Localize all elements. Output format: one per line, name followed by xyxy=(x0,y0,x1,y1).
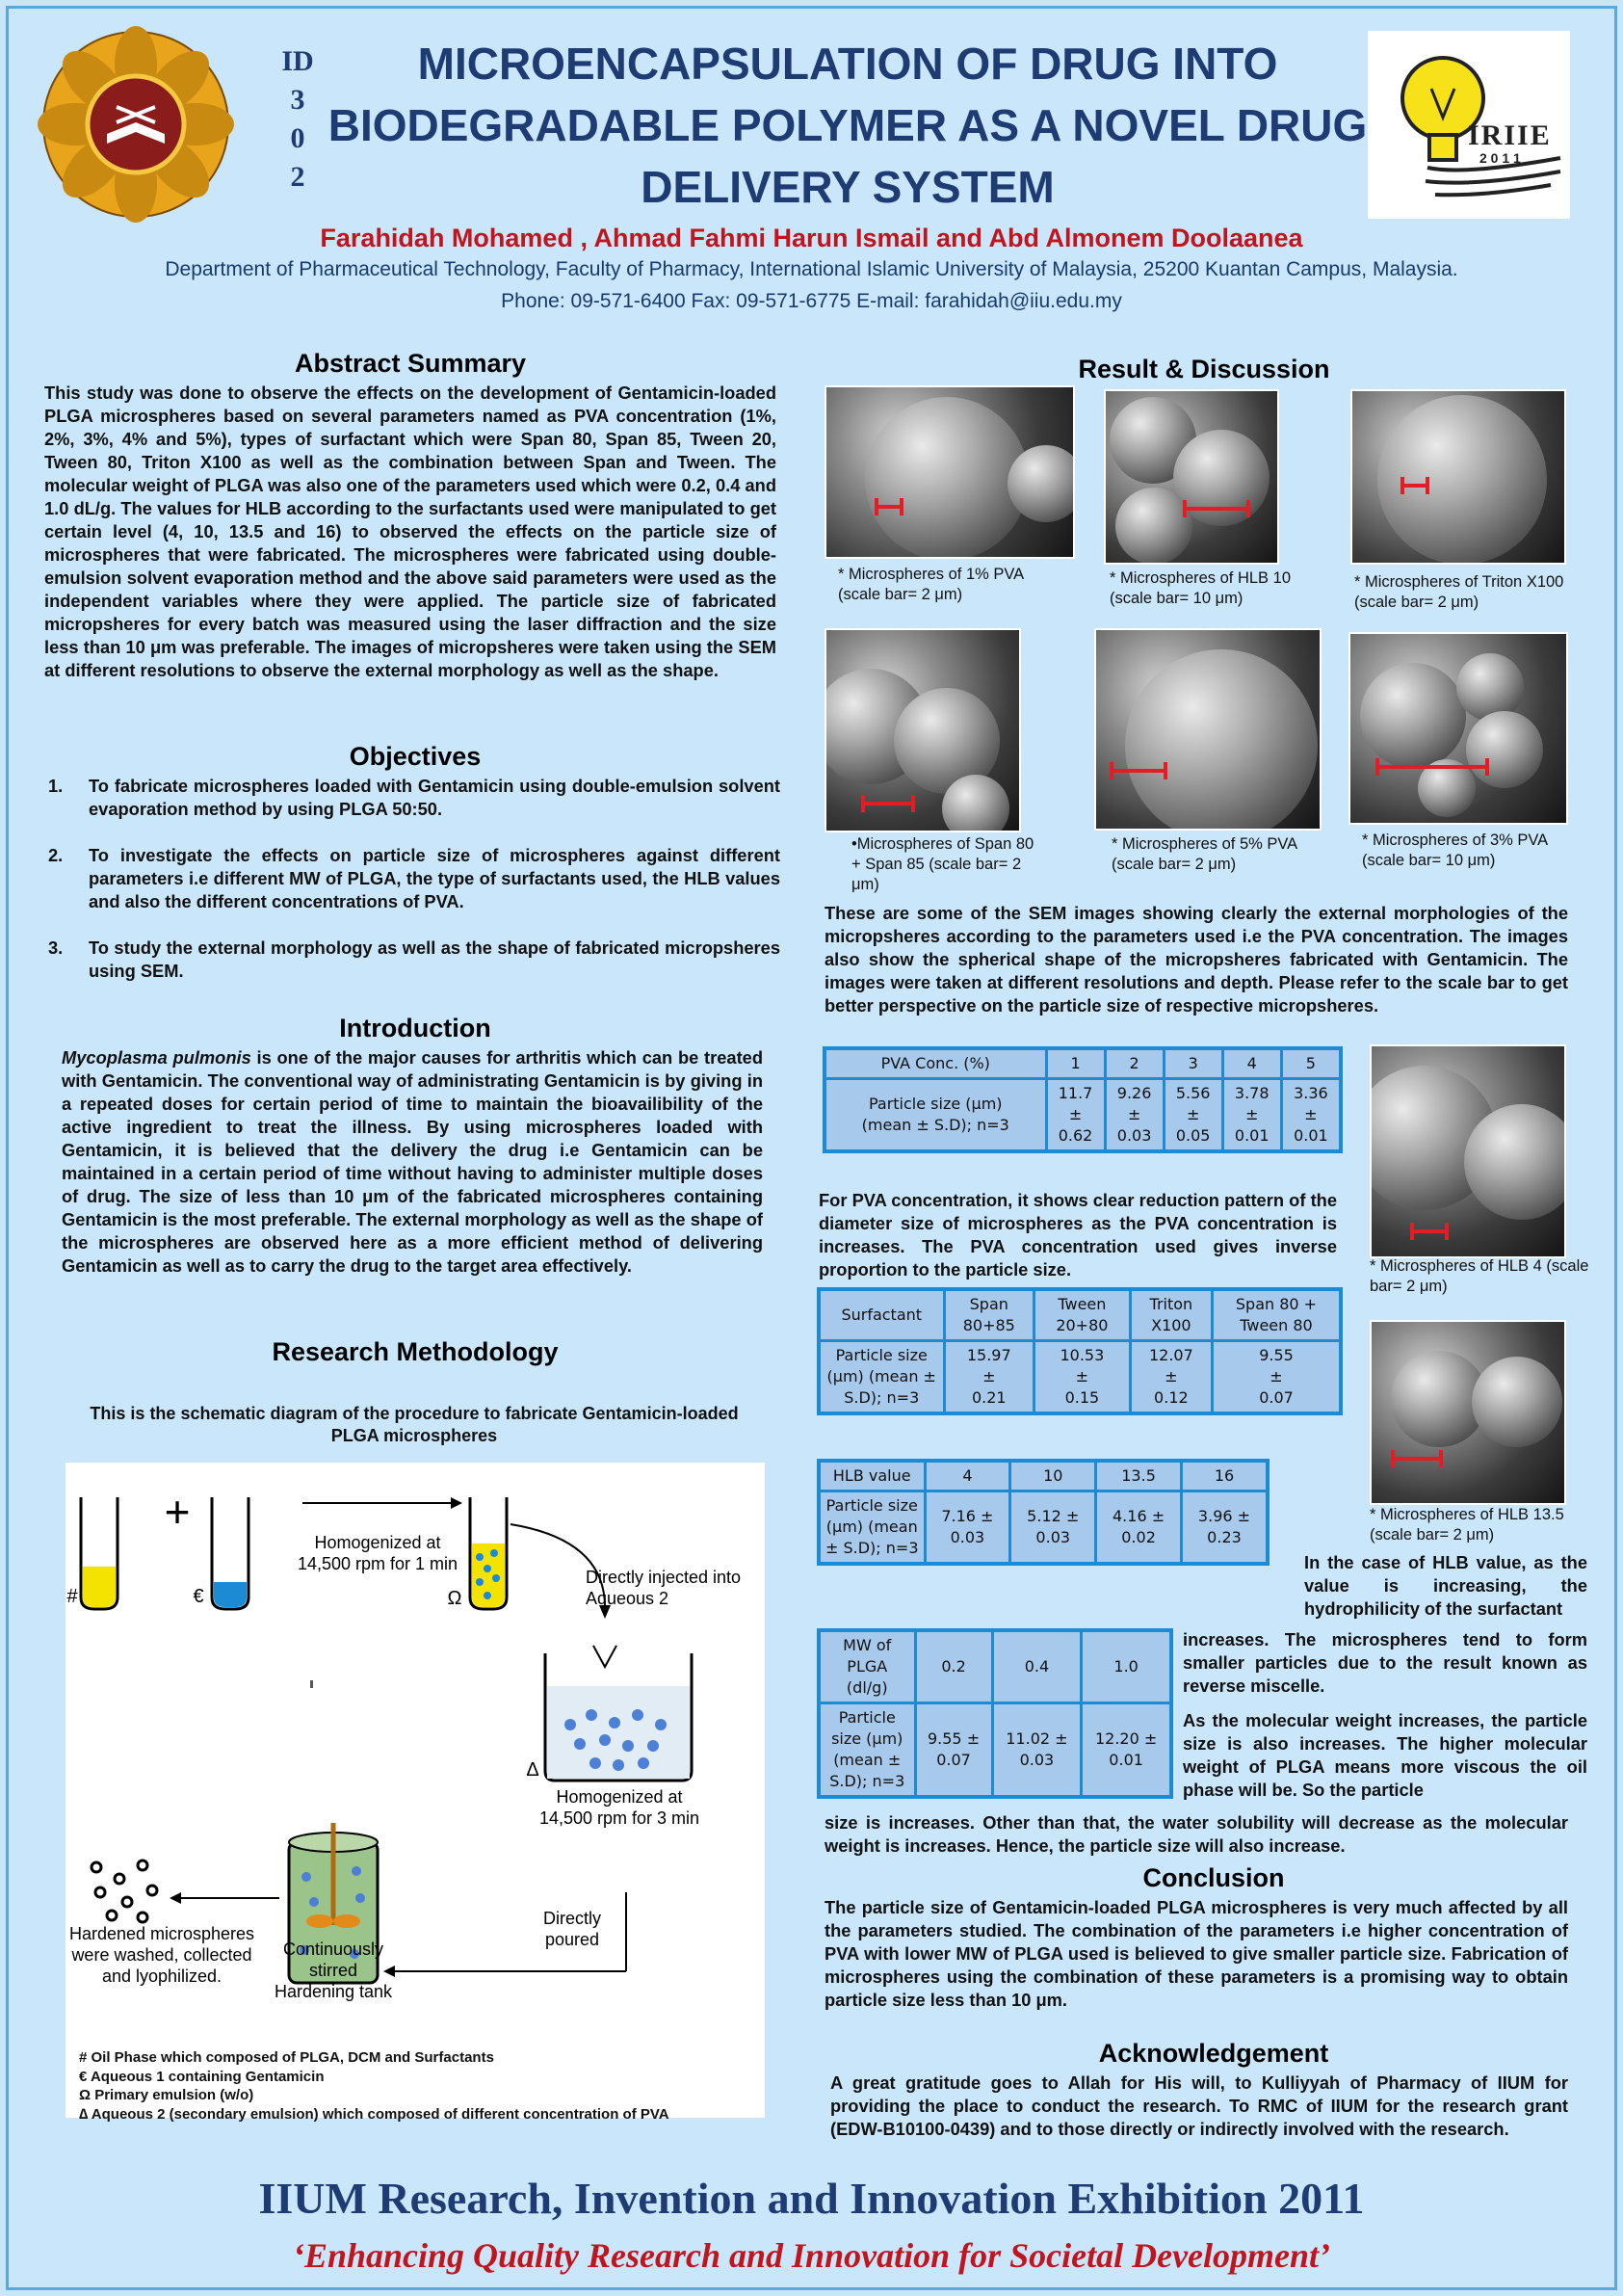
cell-value: 9.55 ± xyxy=(927,1729,981,1748)
caption-triton: * Microspheres of Triton X100 (scale bar= 2 μm) xyxy=(1354,573,1564,611)
caption-hlb4: * Microspheres of HLB 4 (scale bar= 2 μm) xyxy=(1370,1257,1589,1295)
cell-value: 3.78 xyxy=(1234,1084,1270,1102)
cell-value: 11.02 ± xyxy=(1006,1729,1068,1748)
symbol-hash: # xyxy=(66,1586,78,1607)
table-row xyxy=(819,1703,1171,1798)
table-header-cell: 1 xyxy=(1046,1048,1105,1079)
cell-value: 5.12 ± xyxy=(1027,1507,1080,1525)
symbol-delta: Δ xyxy=(526,1759,539,1781)
symbol-euro: € xyxy=(193,1586,204,1607)
title-line: BIODEGRADABLE POLYMER AS A NOVEL DRUG xyxy=(327,100,1368,150)
contact-line: Phone: 09-571-6400 Fax: 09-571-6775 E-mail: farahidah@iiu.edu.my xyxy=(501,290,1122,312)
cell-value: ± xyxy=(1127,1105,1141,1123)
table-cell xyxy=(925,1491,1010,1565)
table-row-label: Particle size (μm) (mean ± S.D); n=3 xyxy=(819,1703,915,1798)
acknowledgement-heading: Acknowledgement xyxy=(1098,2039,1329,2068)
cell-value: 0.12 xyxy=(1154,1388,1189,1407)
footer-exhibition: IIUM Research, Invention and Innovation Exhibition 2011 xyxy=(258,2174,1365,2223)
table-header-cell: 3 xyxy=(1164,1048,1222,1079)
table-header-row xyxy=(825,1048,1341,1079)
cell-value: 11.7 xyxy=(1058,1084,1093,1102)
table-cell xyxy=(1181,1491,1268,1565)
table-cell xyxy=(1222,1079,1281,1152)
caption-1pva: * Microspheres of 1% PVA (scale bar= 2 μm) xyxy=(838,566,1024,603)
department-text: Department of Pharmaceutical Technology, Faculty of Pharmacy, International Islamic University of Malaysia, 25200 Kuantan Campus, Malaysia. xyxy=(165,258,1458,280)
id-letter: ID xyxy=(281,45,314,77)
conclusion-body: The particle size of Gentamicin-loaded PLGA microspheres is very much affected by all the parameters studied. The combination of the parameters i.e higher concentration of PVA with lower MW of PLGA used is believed to give smaller particle size. Fabrication of microspheres using the combination of these parameters is a promising way to obtain particle size less than 10 μm. xyxy=(825,1897,1568,2010)
cell-value: 0.03 xyxy=(1116,1126,1152,1145)
step-inject: Directly injected into Aqueous 2 xyxy=(586,1568,742,1608)
objective-text: To investigate the effects on particle size of microspheres against different parameters i.e different MW of PLGA, the type of surfactants used, the HLB values and also the different concentrations of PVA. xyxy=(89,845,780,911)
cell-value: ± xyxy=(1068,1105,1083,1123)
table-header-row xyxy=(819,1630,1171,1703)
table-row-label: Particle size (μm) (mean ± S.D); n=3 xyxy=(819,1341,944,1414)
symbol-omega: Ω xyxy=(447,1588,462,1609)
step-hardening-tank: Continuously stirred Hardening tank xyxy=(274,1940,393,2001)
table-header-cell: 10 xyxy=(1010,1461,1096,1491)
surfactant-table xyxy=(817,1287,1343,1415)
cell-value: 3.96 ± xyxy=(1197,1507,1251,1525)
objective-text: To study the external morphology as well as the shape of fabricated micropsheres using SEM. xyxy=(89,937,780,981)
poster-title xyxy=(308,33,1387,218)
cell-value: 10.53 xyxy=(1060,1346,1105,1364)
table-header-cell: 4 xyxy=(1222,1048,1281,1079)
table-cell xyxy=(1130,1341,1212,1414)
cell-value: 9.55 xyxy=(1259,1346,1294,1364)
schematic-diagram xyxy=(65,1463,765,2123)
cell-value: 0.15 xyxy=(1064,1388,1100,1407)
table-cell xyxy=(1096,1491,1182,1565)
cell-value: 0.01 xyxy=(1294,1126,1328,1145)
methodology-heading: Research Methodology xyxy=(272,1337,559,1366)
table-header-cell: 16 xyxy=(1181,1461,1268,1491)
objective-item xyxy=(48,775,780,821)
iriie-logo xyxy=(1368,31,1570,219)
cell-value: 0.01 xyxy=(1234,1126,1270,1145)
results-heading: Result & Discussion xyxy=(1078,355,1330,383)
cell-value: 7.16 ± xyxy=(941,1507,994,1525)
cell-value: 0.07 xyxy=(936,1751,971,1769)
step-homogenize-2: Homogenized at 14,500 rpm for 3 min xyxy=(538,1787,700,1828)
table-header-cell: 4 xyxy=(925,1461,1010,1491)
cell-value: 5.56 xyxy=(1175,1084,1211,1102)
cell-value: 0.01 xyxy=(1109,1751,1143,1769)
mw-paragraph-a: As the molecular weight increases, the particle size is also increases. The higher molecular weight of PLGA means more viscous the oil phase will be. So the particle xyxy=(1183,1710,1587,1800)
sem-image-hlb10 xyxy=(1104,389,1279,565)
table-header-cell: 0.4 xyxy=(992,1630,1082,1703)
authors: Farahidah Mohamed , Ahmad Fahmi Harun Ismail and Abd Almonem Doolaanea xyxy=(320,224,1303,252)
mw-table xyxy=(817,1628,1173,1799)
pva-table xyxy=(823,1046,1343,1153)
legend-item: Ω Primary emulsion (w/o) xyxy=(79,2087,254,2103)
cell-value: ± xyxy=(982,1367,996,1386)
cell-value: ± xyxy=(1075,1367,1089,1386)
table-header-cell: 1.0 xyxy=(1082,1630,1171,1703)
methodology-subtitle: This is the schematic diagram of the procedure to fabricate Gentamicin-loaded PLGA microspheres xyxy=(90,1404,739,1445)
introduction-text: is one of the major causes for arthritis which can be treated with Gentamicin. The conventional way of administrating Gentamicin is by giving in a repeated doses for certain period of time to maintain the bioavailibility of the active ingredient to treat the illness. By using microspheres loaded with Gentamicin, it is believed that the delivery the drug i.e Gentamicin can be maintained in a certain period of time without having to administer multiple doses of drug. The size of less than 10 μm of the fabricated microspheres containing Gentamicin is the most preferable. The external morphology as well as the shape of the microspheres are observed here as a more efficient method of delivering Gentamicin as well as to carry the drug to the target area effectively. xyxy=(62,1047,763,1276)
table-cell xyxy=(1281,1079,1341,1152)
caption-5pva: * Microspheres of 5% PVA (scale bar= 2 μm) xyxy=(1112,835,1297,873)
iium-logo xyxy=(35,23,237,225)
department xyxy=(106,256,1517,314)
table-header-cell: 5 xyxy=(1281,1048,1341,1079)
cell-value: 0.07 xyxy=(1259,1388,1294,1407)
cell-value: 0.02 xyxy=(1121,1528,1156,1546)
table-row xyxy=(819,1491,1268,1565)
caption-hlb13: * Microspheres of HLB 13.5 (scale bar= 2 μm) xyxy=(1370,1506,1564,1544)
table-cell xyxy=(1046,1079,1105,1152)
mw-paragraph-b: size is increases. Other than that, the water solubility will decrease as the molecular weight is increases. Hence, the particle size will also increase. xyxy=(825,1812,1568,1856)
table-header-cell: Span 80 + Tween 80 xyxy=(1213,1289,1342,1341)
objective-number: 2. xyxy=(48,845,64,865)
sem-image-1pva xyxy=(825,385,1075,559)
sem-image-3pva xyxy=(1348,632,1568,825)
objective-item xyxy=(48,937,780,983)
acknowledgement-body: A great gratitude goes to Allah for His will, to Kulliyyah of Pharmacy of IIUM for providing the place to conduct the research. To RMC of IIUM for the research grant (EDW-B10100-0439) and to those directly or indirectly involved with the research. xyxy=(830,2072,1568,2139)
cell-value: ± xyxy=(1304,1105,1318,1123)
plus-sign: + xyxy=(164,1487,191,1537)
conclusion-heading: Conclusion xyxy=(1142,1863,1285,1892)
step-hardened: Hardened microspheres were washed, collected and lyophilized. xyxy=(68,1924,255,1986)
id-letter: 3 xyxy=(290,84,305,116)
table-row xyxy=(819,1341,1341,1414)
table-header-cell: Triton X100 xyxy=(1130,1289,1212,1341)
sem-image-triton xyxy=(1350,389,1566,565)
title-line: MICROENCAPSULATION OF DRUG INTO xyxy=(417,39,1278,89)
table-header-cell: Span 80+85 xyxy=(944,1289,1034,1341)
table-header-cell: HLB value xyxy=(819,1461,925,1491)
cell-value: 12.07 xyxy=(1148,1346,1193,1364)
abstract-heading: Abstract Summary xyxy=(294,349,527,378)
cell-value: ± xyxy=(1165,1367,1178,1386)
legend-item: ∆ Aqueous 2 (secondary emulsion) which composed of different concentration of PVA xyxy=(79,2105,669,2123)
table-cell xyxy=(915,1703,992,1798)
caption-3pva: * Microspheres of 3% PVA (scale bar= 10 μm) xyxy=(1362,831,1548,869)
table-row-label: Particle size (μm) (mean ± S.D); n=3 xyxy=(819,1491,925,1565)
table-header-cell: 0.2 xyxy=(915,1630,992,1703)
table-header-cell: Tween 20+80 xyxy=(1034,1289,1131,1341)
introduction-heading: Introduction xyxy=(339,1014,491,1042)
table-header-cell: PVA Conc. (%) xyxy=(825,1048,1046,1079)
footer-tagline: ‘Enhancing Quality Research and Innovation for Societal Development’ xyxy=(292,2236,1331,2275)
sem-image-5pva xyxy=(1094,628,1322,831)
hlb-table xyxy=(817,1459,1270,1566)
pva-paragraph: For PVA concentration, it shows clear reduction pattern of the diameter size of microspheres as the PVA concentration is increases. The PVA concentration used gives inverse proportion to the particle size. xyxy=(819,1190,1337,1280)
table-header-cell: MW of PLGA (dl/g) xyxy=(819,1630,915,1703)
id-letter: 0 xyxy=(290,122,305,154)
table-header-cell: 13.5 xyxy=(1096,1461,1182,1491)
cell-value: 0.03 xyxy=(1035,1528,1071,1546)
cell-value: ± xyxy=(1245,1105,1259,1123)
id-letter: 2 xyxy=(290,161,305,193)
sem-image-hlb13 xyxy=(1370,1320,1566,1505)
iriie-logo-year: 2 0 1 1 xyxy=(1479,150,1521,166)
abstract-body: This study was done to observe the effects on the development of Gentamicin-loaded PLGA microspheres based on several parameters named as PVA concentration (1%, 2%, 3%, 4% and 5%), types of surfactant which were Span 80, Span 85, Tween 20, Tween 80, Triton X100 as well as the combination between Span and Tween. The molecular weight of PLGA was also one of the parameters used which were 0.2, 0.4 and 1.0 dL/g. The values for HLB according to the surfactants used were manipulated to get certain level (4, 10, 13.5 and 16) to observed the effects on the particle size of microspheres that were fabricated. The microspheres were fabricated using double-emulsion solvent evaporation method and the above said parameters were used as the independent variables where they were applied. The particle size of fabricated micropsheres for every batch was measured using the laser diffraction and the size less than 10 μm was preferable. The images of micropsheres were taken using the SEM at different resolutions to observe the external morphology as well as the shape. xyxy=(44,383,776,680)
cell-value: 0.03 xyxy=(1019,1751,1055,1769)
table-cell xyxy=(1213,1341,1342,1414)
table-cell xyxy=(944,1341,1034,1414)
sem-image-span xyxy=(825,628,1021,832)
step-homogenize-1: Homogenized at 14,500 rpm for 1 min xyxy=(297,1533,458,1573)
cell-value: 12.20 ± xyxy=(1094,1729,1158,1748)
diagram-legend xyxy=(79,2048,753,2124)
introduction-italic-lead: Mycoplasma pulmonis xyxy=(62,1047,251,1068)
table-cell xyxy=(1105,1079,1164,1152)
cell-value: ± xyxy=(1186,1105,1200,1123)
table-cell xyxy=(1164,1079,1222,1152)
table-header-row xyxy=(819,1461,1268,1491)
objectives-list xyxy=(48,775,780,983)
cell-value: 0.21 xyxy=(971,1388,1007,1407)
legend-item: € Aqueous 1 containing Gentamicin xyxy=(79,2068,325,2085)
table-cell xyxy=(1010,1491,1096,1565)
legend-item: # Oil Phase which composed of PLGA, DCM and Surfactants xyxy=(79,2049,494,2066)
title-line: DELIVERY SYSTEM xyxy=(641,162,1055,212)
cell-value: 0.23 xyxy=(1207,1528,1242,1546)
caption-hlb10: * Microspheres of HLB 10 (scale bar= 10 μm) xyxy=(1110,569,1292,607)
cell-value: 0.03 xyxy=(950,1528,985,1546)
cell-value: 0.05 xyxy=(1175,1126,1211,1145)
table-row xyxy=(825,1079,1341,1152)
step-poured: Directly poured xyxy=(542,1909,601,1949)
table-row-label: Particle size (μm) (mean ± S.D); n=3 xyxy=(825,1079,1046,1152)
table-header-cell: 2 xyxy=(1105,1048,1164,1079)
cell-value: 4.16 ± xyxy=(1113,1507,1165,1525)
objective-text: To fabricate microspheres loaded with Gentamicin using double-emulsion solvent evaporation method by using PLGA 50:50. xyxy=(89,776,780,819)
objective-item xyxy=(48,844,780,913)
objectives-heading: Objectives xyxy=(349,742,482,771)
cell-value: 0.62 xyxy=(1058,1126,1093,1145)
table-header-cell: Surfactant xyxy=(819,1289,944,1341)
cell-value: 3.36 xyxy=(1294,1084,1328,1102)
table-cell xyxy=(1082,1703,1171,1798)
hlb-paragraph-b: increases. The microspheres tend to form smaller particles due to the result known as reverse miscelle. xyxy=(1183,1629,1587,1696)
caption-span: •Microspheres of Span 80 + Span 85 (scale bar= 2 μm) xyxy=(851,835,1034,893)
objective-number: 1. xyxy=(48,776,64,796)
sem-image-hlb4 xyxy=(1370,1044,1566,1258)
cell-value: ± xyxy=(1270,1367,1283,1386)
table-cell xyxy=(1034,1341,1131,1414)
cell-value: 15.97 xyxy=(966,1346,1011,1364)
hlb-paragraph-a: In the case of HLB value, as the value is increasing, the hydrophilicity of the surfactant xyxy=(1304,1552,1587,1619)
sem-paragraph: These are some of the SEM images showing clearly the external morphologies of the micropsheres according to the parameters used i.e the PVA concentration. The images also show the spherical shape of the micropsheres fabricated with Gentamicin. The images were taken at different resolutions and depth. Please refer to the scale bar to get better perspective on the particle size of respective micropsheres. xyxy=(825,903,1568,1016)
table-header-row xyxy=(819,1289,1341,1341)
cell-value: 9.26 xyxy=(1116,1084,1152,1102)
objective-number: 3. xyxy=(48,937,64,958)
introduction-body xyxy=(62,1046,763,1278)
table-cell xyxy=(992,1703,1082,1798)
iriie-logo-text: IRIIE xyxy=(1468,119,1552,151)
